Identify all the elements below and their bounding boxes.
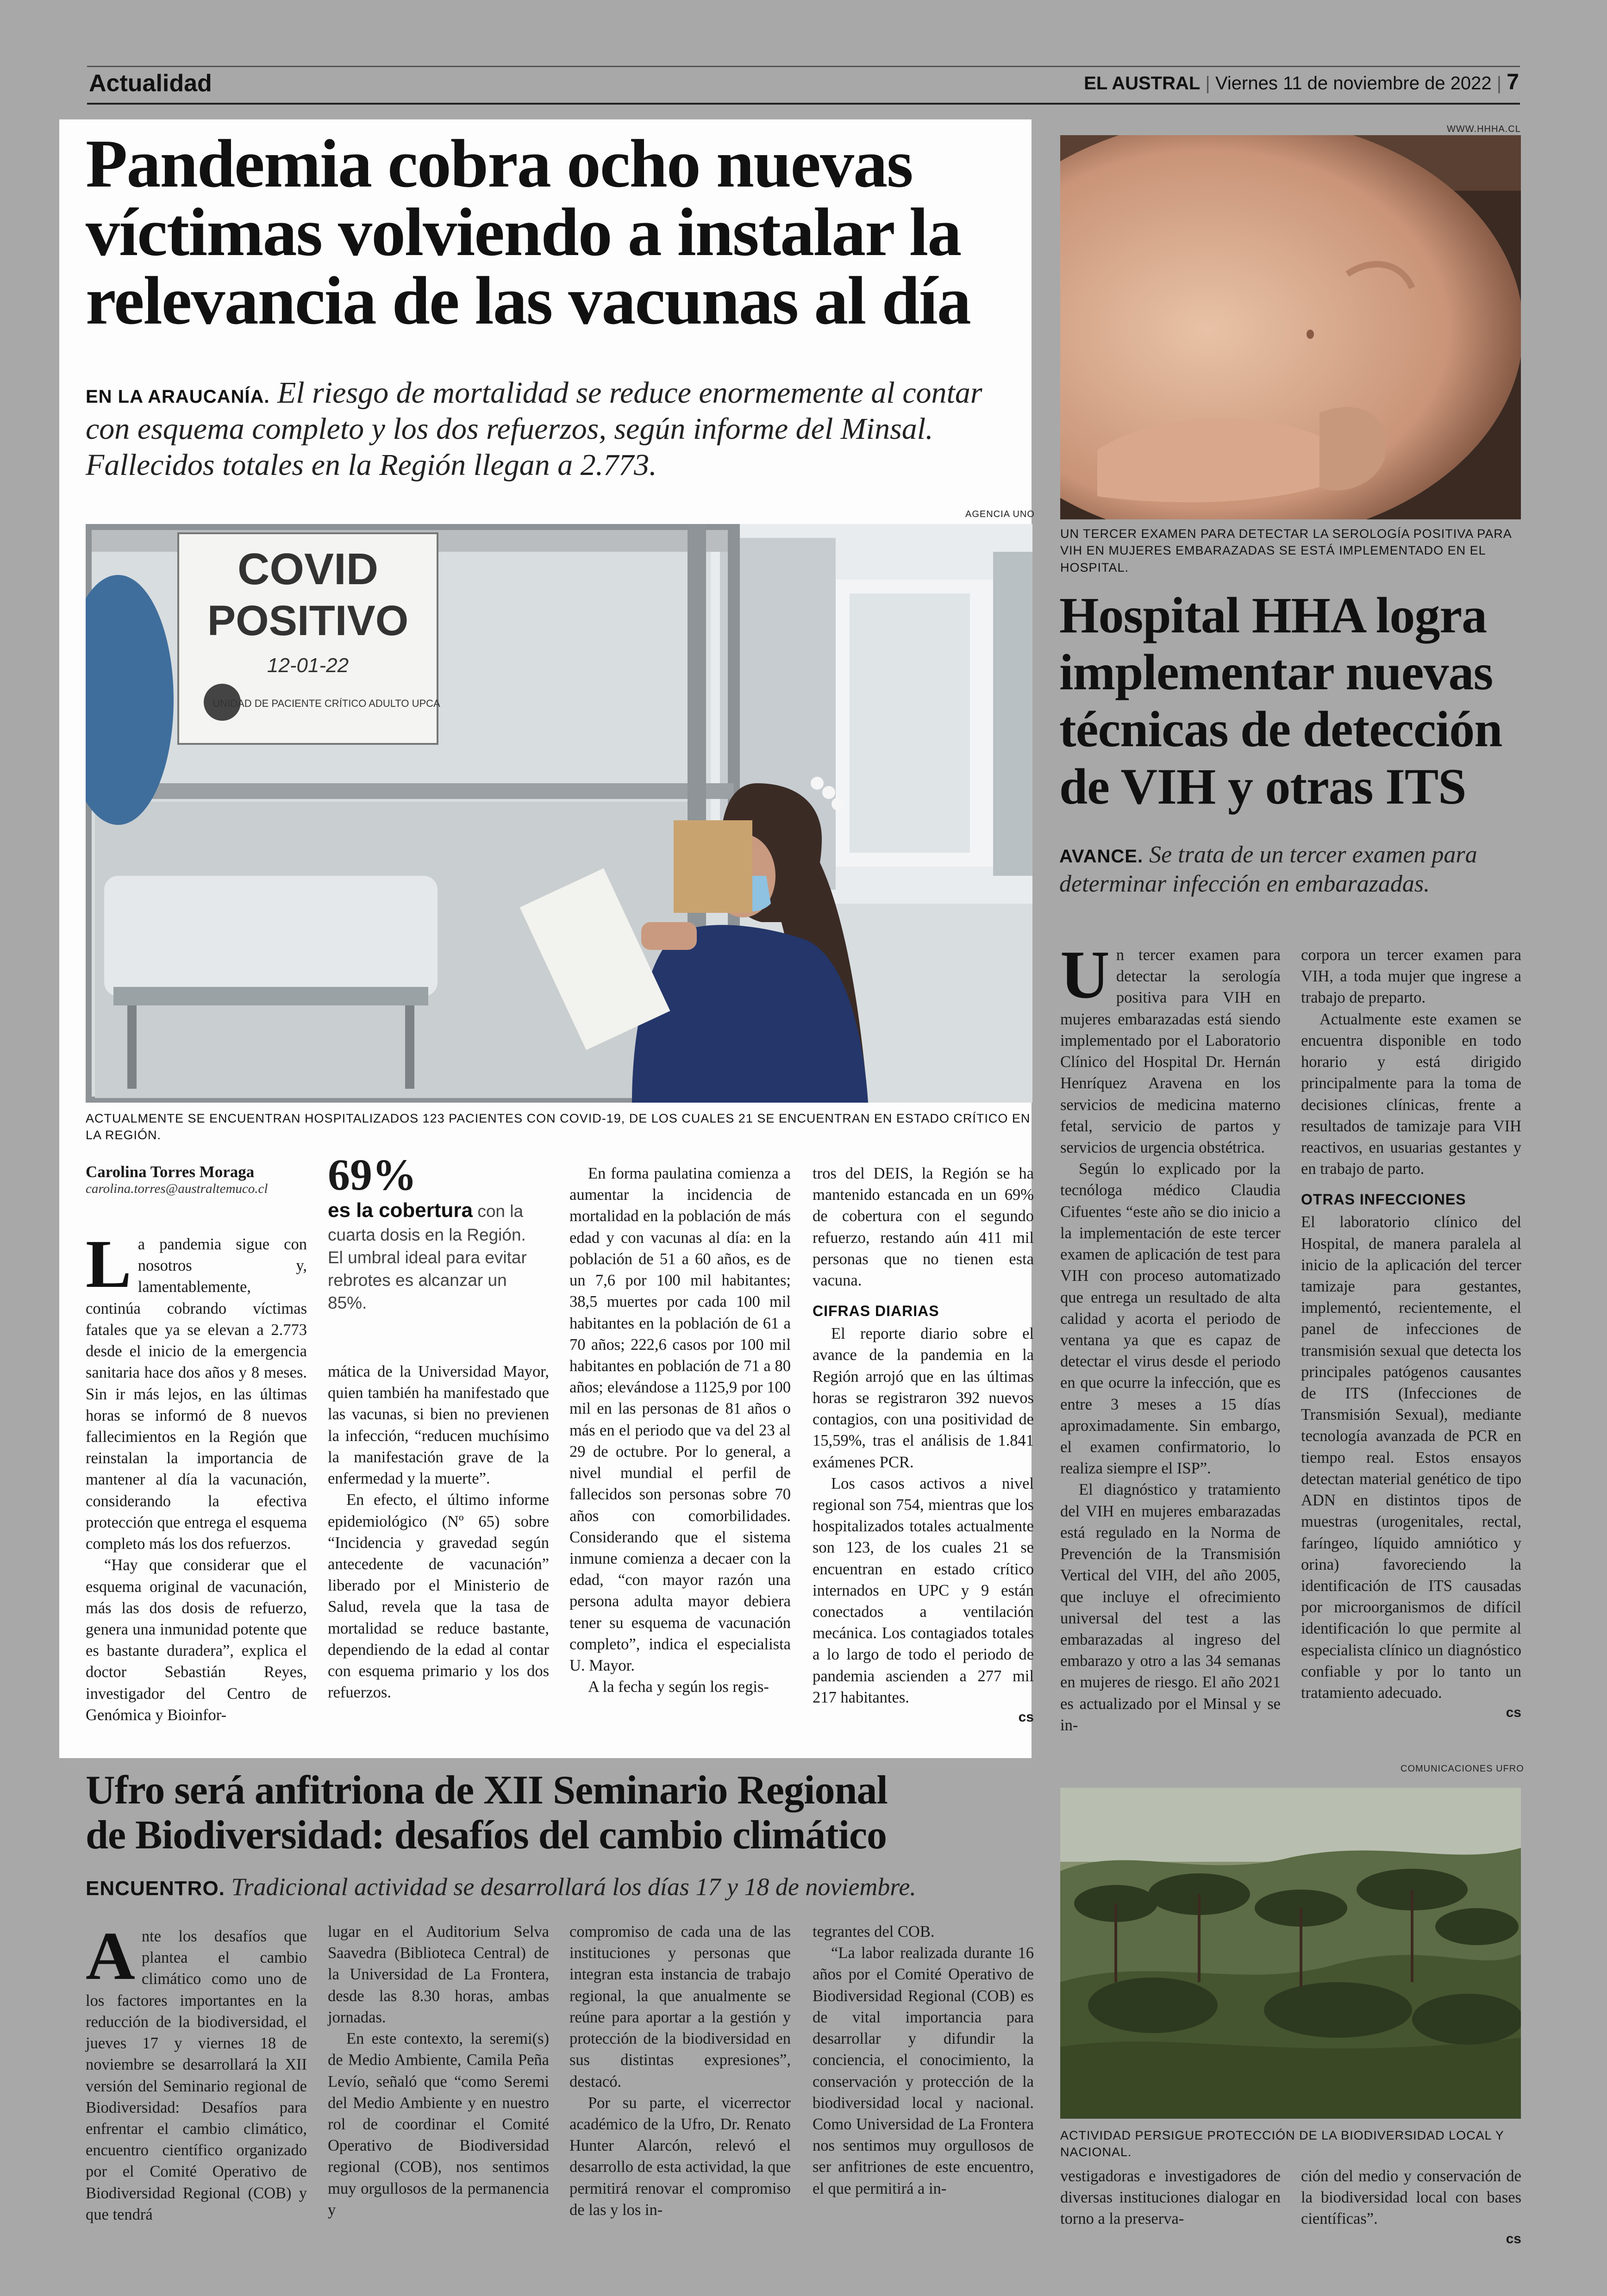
story3-deck [86, 1872, 1058, 1902]
paragraph: tros del DEIS, la Región se ha mantenido estancada en un 69% de cobertura con el segundo refuerzo, restando aún 411 mil personas que no tienen esta vacuna. [813, 1165, 1034, 1290]
hospital-photo [86, 524, 1032, 1103]
paper-name: EL AUSTRAL [1084, 73, 1201, 94]
photo-credit: COMUNICACIONES UFRO [1401, 1764, 1524, 1774]
story1-column-1 [86, 1226, 307, 1726]
story3-column-3 [569, 1921, 791, 2221]
subhead: CIFRAS DIARIAS [813, 1303, 939, 1320]
main-headline [86, 126, 1025, 339]
headline-line: Ufro será anfitriona de XII Seminario Regional [86, 1768, 888, 1813]
section-label: Actualidad [89, 70, 212, 97]
kicker: EN LA ARAUCANÍA. [86, 387, 270, 407]
paragraph: En forma paulatina comienza a aumentar la incidencia de mortalidad en la población de más edad y con vacunas al día: en la población de 51 a 60 años, es de un 7,6 por 100 mil habitantes; 38,5 muertes por cada 100 mil habitantes en la población de 61 a 70 años; 222,6 casos por 100 mil habitantes en población de 71 a 80 años; elevándose a 1125,9 por 100 mil en las personas de 81 años o más en el periodo que va del 23 al 29 de octubre. Por lo general, a nivel mundial el perfil de fallecidos son personas sobre 70 años con comorbilidades. Considerando que el sistema inmune comienza a decaer con la edad, “con mayor razón una persona adulta mayor debiera tener su esquema de vacunación completo”, indica el especialista U. Mayor. [569, 1165, 791, 1675]
dropcap: L [86, 1226, 131, 1302]
paragraph: El laboratorio clínico del Hospital, de manera paralela al inicio de la aplicación del tercer tamizaje para gestantes, implementó, recientemente, el panel de infecciones de transmisión sexual que detecta los principales patógenos causantes de ITS (Infecciones de Transmisión Sexual), mediante tecnología avanzada de PCR en tiempo real. Estos ensayos detectan material genético de tipo ADN en distintos tipos de muestras (urogenitales, rectal, faríngeo, líquido amniótico y orina) favoreciendo la identificación de ITS causadas por microorganismos de difícil identificación lo que permite al especialista clínico un diagnóstico confiable y por lo tanto un tratamiento adecuado. [1301, 1213, 1521, 1702]
paragraph: Actualmente este examen se encuentra disponible en todo horario y está dirigido principalmente para la toma de decisiones clínicas, frente a resultados de tamizaje para VIH reactivos, en usuarias gestantes y en trabajo de parto. [1301, 1010, 1521, 1178]
photo-credit: WWW.HHHA.CL [1447, 124, 1521, 134]
hospital-photo-art [86, 524, 1032, 1103]
author-name: Carolina Torres Moraga [86, 1163, 255, 1181]
paragraph: mática de la Universidad Mayor, quien también ha manifestado que las vacunas, si bien no previenen la infección, “reducen muchísimo la manifestación grave de la enfermedad y la muerte”. [328, 1363, 549, 1488]
end-mark: cs [1506, 2231, 1521, 2246]
paragraph: ción del medio y conservación de la biodiversidad local con bases científicas”. [1301, 2167, 1521, 2228]
story3-column-5 [1060, 2165, 1281, 2230]
story2-deck [1059, 840, 1522, 899]
kicker: ENCUENTRO. [86, 1877, 225, 1900]
paragraph: tegrantes del COB. [813, 1923, 935, 1940]
paragraph: “Hay que considerar que el esquema original de vacunación, más las dos dosis de refuerzo, genera una inmunidad potente que es bastante duradera”, explica el doctor Sebastián Reyes, investigador del Centro de Genómica y Bioinfor- [86, 1556, 307, 1724]
author-email: carolina.torres@australtemuco.cl [86, 1181, 268, 1196]
sign-text: 12-01-22 [267, 654, 349, 677]
paragraph: n tercer examen para detectar la serología positiva para VIH en mujeres embarazadas está siendo implementado por el Laboratorio Clínico del Hospital Dr. Hernán Henríquez Aravena en los servicios de medicina materno fetal, servicio de partos y servicios de urgencia obstétrica. [1060, 946, 1281, 1156]
paragraph: En este contexto, la seremi(s) de Medio Ambiente, Camila Peña Levío, señaló que “como Seremi del Medio Ambiente y en nuestro rol de coordinar el Comité Operativo de Biodiversidad regional (COB), nos sentimos muy orgullosos de la permanencia y [328, 2030, 549, 2219]
paragraph: A la fecha y según los regis- [588, 1678, 769, 1696]
stat-text: con la cuarta dosis en la Región. El umbral ideal para evitar rebrotes es alcanzar un 85%. [328, 1202, 527, 1312]
forest-photo-art [1060, 1788, 1521, 2119]
header-rule-bottom [87, 103, 1520, 105]
headline-line: relevancia de las vacunas al día [86, 263, 970, 339]
story3-column-1 [86, 1918, 307, 2225]
story2-column-1 [1060, 937, 1281, 1736]
photo-credit: AGENCIA UNO [965, 509, 1035, 519]
paragraph: Según lo explicado por la tecnóloga médico Claudia Cifuentes “este año se dio inicio a la implementación de este tercer examen de aplicación de test para VIH con proceso automatizado que entrega un resultado de alta calidad y acorta el periodo de ventana ya que es capaz de detectar el virus desde el periodo en que ocurre la infección, que es entre 3 meses a 15 días aproximadamente. Sin embargo, el examen confirmatorio, lo realiza siempre el ISP”. [1060, 1160, 1281, 1478]
headline-line: de Biodiversidad: desafíos del cambio climático [86, 1812, 887, 1858]
paragraph: El diagnóstico y tratamiento del VIH en mujeres embarazadas está regulado en la Norma de Prevención de la Transmisión Vertical del VIH, del año 2005, que incluye el ofrecimiento universal del test a las embarazadas al ingreso del embarazo y otro a las 34 semanas en mujeres de riesgo. El año 2021 es actualizado por el Minsal y se in- [1060, 1481, 1281, 1734]
paragraph: lugar en el Auditorium Selva Saavedra (Biblioteca Central) de la Universidad de La Frontera, desde las 8.30 horas, ambas jornadas. [328, 1923, 549, 2026]
page-number: 7 [1507, 70, 1519, 94]
headline-line: víctimas volviendo a instalar la [86, 194, 961, 270]
story3-headline [86, 1768, 1058, 1858]
paragraph: Por su parte, el vicerrector académico de la Ufro, Dr. Renato Hunter Alarcón, relevó el desarrollo de esta actividad, la que permitirá renovar el compromiso de las y los in- [569, 2094, 791, 2219]
headline-line: Hospital HHA logra [1059, 587, 1487, 643]
story1-column-3 [569, 1163, 791, 1697]
paragraph: El reporte diario sobre el avance de la pandemia en la Región arrojó que en las últimas horas se registraron 392 nuevos contagios, con una positividad de 15,59%, tras el análisis de 1.841 exámenes PCR. [813, 1325, 1034, 1471]
issue-date: Viernes 11 de noviembre de 2022 [1215, 73, 1492, 94]
paragraph: a pandemia sigue con nosotros y, lamentablemente, continúa cobrando víctimas fatales que ya se elevan a 2.773 desde el inicio de la emergencia sanitaria hace dos años y 8 meses. Sin ir más lejos, en las últimas horas se informó de 8 nuevos fallecimientos en la Región que reinstalan la importancia de mantener al día la vacunación, considerando la efectiva protección que entrega el esquema completo más los dos refuerzos. [86, 1235, 307, 1553]
dropcap: U [1060, 937, 1110, 1013]
deck-text: Se trata de un tercer examen para determinar infección en embarazadas. [1059, 842, 1477, 898]
story3-column-4 [813, 1921, 1034, 2199]
end-mark: cs [1018, 1710, 1034, 1725]
stat-box [328, 1150, 545, 1314]
paragraph: “La labor realizada durante 16 años por el Comité Operativo de Biodiversidad Regional (COB) es de vital importancia para desarrollar y difundir la conciencia, el conocimiento, la conservación y protección de la biodiversidad local y nacional. Como Universidad de La Frontera nos sentimos muy orgullosos de ser anfitriones de este encuentro, el que permitirá a in- [813, 1944, 1034, 2197]
paragraph: corpora un tercer examen para VIH, a toda mujer que ingrese a trabajo de preparto. [1301, 946, 1521, 1007]
sign-text: COVID [237, 544, 379, 594]
page-folio: EL AUSTRAL | Viernes 11 de noviembre de 2022 | 7 [1084, 70, 1519, 94]
forest-photo [1060, 1788, 1521, 2119]
dropcap: A [86, 1918, 135, 1994]
headline-line: implementar nuevas [1059, 644, 1493, 701]
subhead: OTRAS INFECCIONES [1301, 1191, 1466, 1208]
pregnancy-photo [1060, 135, 1521, 519]
paragraph: En efecto, el último informe epidemiológico (Nº 65) sobre “Incidencia y gravedad según antecedente de vacunación” liberado por el Ministerio de Salud, revela que la tasa de mortalidad se reduce bastante, dependiendo de la edad al contar con esquema primario y los dos refuerzos. [328, 1491, 549, 1702]
pregnancy-photo-art [1060, 135, 1521, 519]
sign-text: POSITIVO [207, 597, 409, 644]
stat-label: es la cobertura [328, 1199, 473, 1222]
paragraph: vestigadoras e investigadores de diversas instituciones dialogar en torno a la preserva- [1060, 2167, 1281, 2228]
headline-line: técnicas de detección [1059, 701, 1502, 758]
story2-column-2 [1301, 944, 1521, 1722]
stat-value: 69% [328, 1150, 417, 1199]
paragraph: nte los desafíos que plantea el cambio climático como uno de los factores importantes en la reducción de la biodiversidad, el jueves 17 y viernes 18 de noviembre se desarrollará la XII versión del Seminario regional de Biodiversidad: Desafíos para enfrentar el cambio climático, encuentro científico organizado por el Comité Operativo de Biodiversidad Regional (COB) y que tendrá [86, 1928, 307, 2223]
story3-column-2 [328, 1921, 549, 2221]
story1-column-4 [813, 1163, 1034, 1727]
paragraph: Los casos activos a nivel regional son 754, mientras que los hospitalizados totales actualmente son 123, de los cuales 21 se encuentran en estado crítico internados en UPC y 9 están conectados a ventilación mecánica. Los contagiados totales a lo largo de todo el periodo de pandemia ascienden a 277 mil 217 habitantes. [813, 1474, 1034, 1706]
headline-line: Pandemia cobra ocho nuevas [86, 126, 913, 202]
forest-photo-caption: ACTIVIDAD PERSIGUE PROTECCIÓN DE LA BIODIVERSIDAD LOCAL Y NACIONAL. [1060, 2128, 1504, 2159]
story1-column-2 [328, 1361, 549, 1703]
story2-headline [1059, 587, 1522, 815]
header-rule-top [87, 66, 1520, 67]
deck-text: El riesgo de mortalidad se reduce enormemente al contar con esquema completo y los dos refuerzos, según informe del Minsal. Fallecidos totales en la Región llegan a 2.773. [86, 376, 982, 482]
headline-line: de VIH y otras ITS [1059, 758, 1466, 815]
end-mark: cs [1506, 1705, 1521, 1721]
story3-column-6 [1301, 2165, 1521, 2248]
sign-small-text: UNIDAD DE PACIENTE CRÍTICO ADULTO UPCA [213, 698, 440, 709]
kicker: AVANCE. [1059, 846, 1144, 867]
paragraph: compromiso de cada una de las instituciones y personas que integran esta instancia de trabajo regional, la que anualmente se reúne para aportar a la gestión y protección de la biodiversidad en sus distintas expresiones”, destacó. [569, 1923, 791, 2090]
byline [86, 1163, 308, 1197]
hospital-photo-caption: UN TERCER EXAMEN PARA DETECTAR LA SEROLOGÍA POSITIVA PARA VIH EN MUJERES EMBARAZADAS SE ESTÁ IMPLEMENTADO EN EL HOSPITAL. [1060, 527, 1512, 574]
main-deck [86, 375, 1025, 483]
main-photo-caption: ACTUALMENTE SE ENCUENTRAN HOSPITALIZADOS 123 PACIENTES CON COVID-19, DE LOS CUALES 21 SE ENCUENTRAN EN ESTADO CRÍTICO EN LA REGIÓN. [86, 1111, 1031, 1142]
deck-text: Tradicional actividad se desarrollará los días 17 y 18 de noviembre. [231, 1873, 916, 1901]
